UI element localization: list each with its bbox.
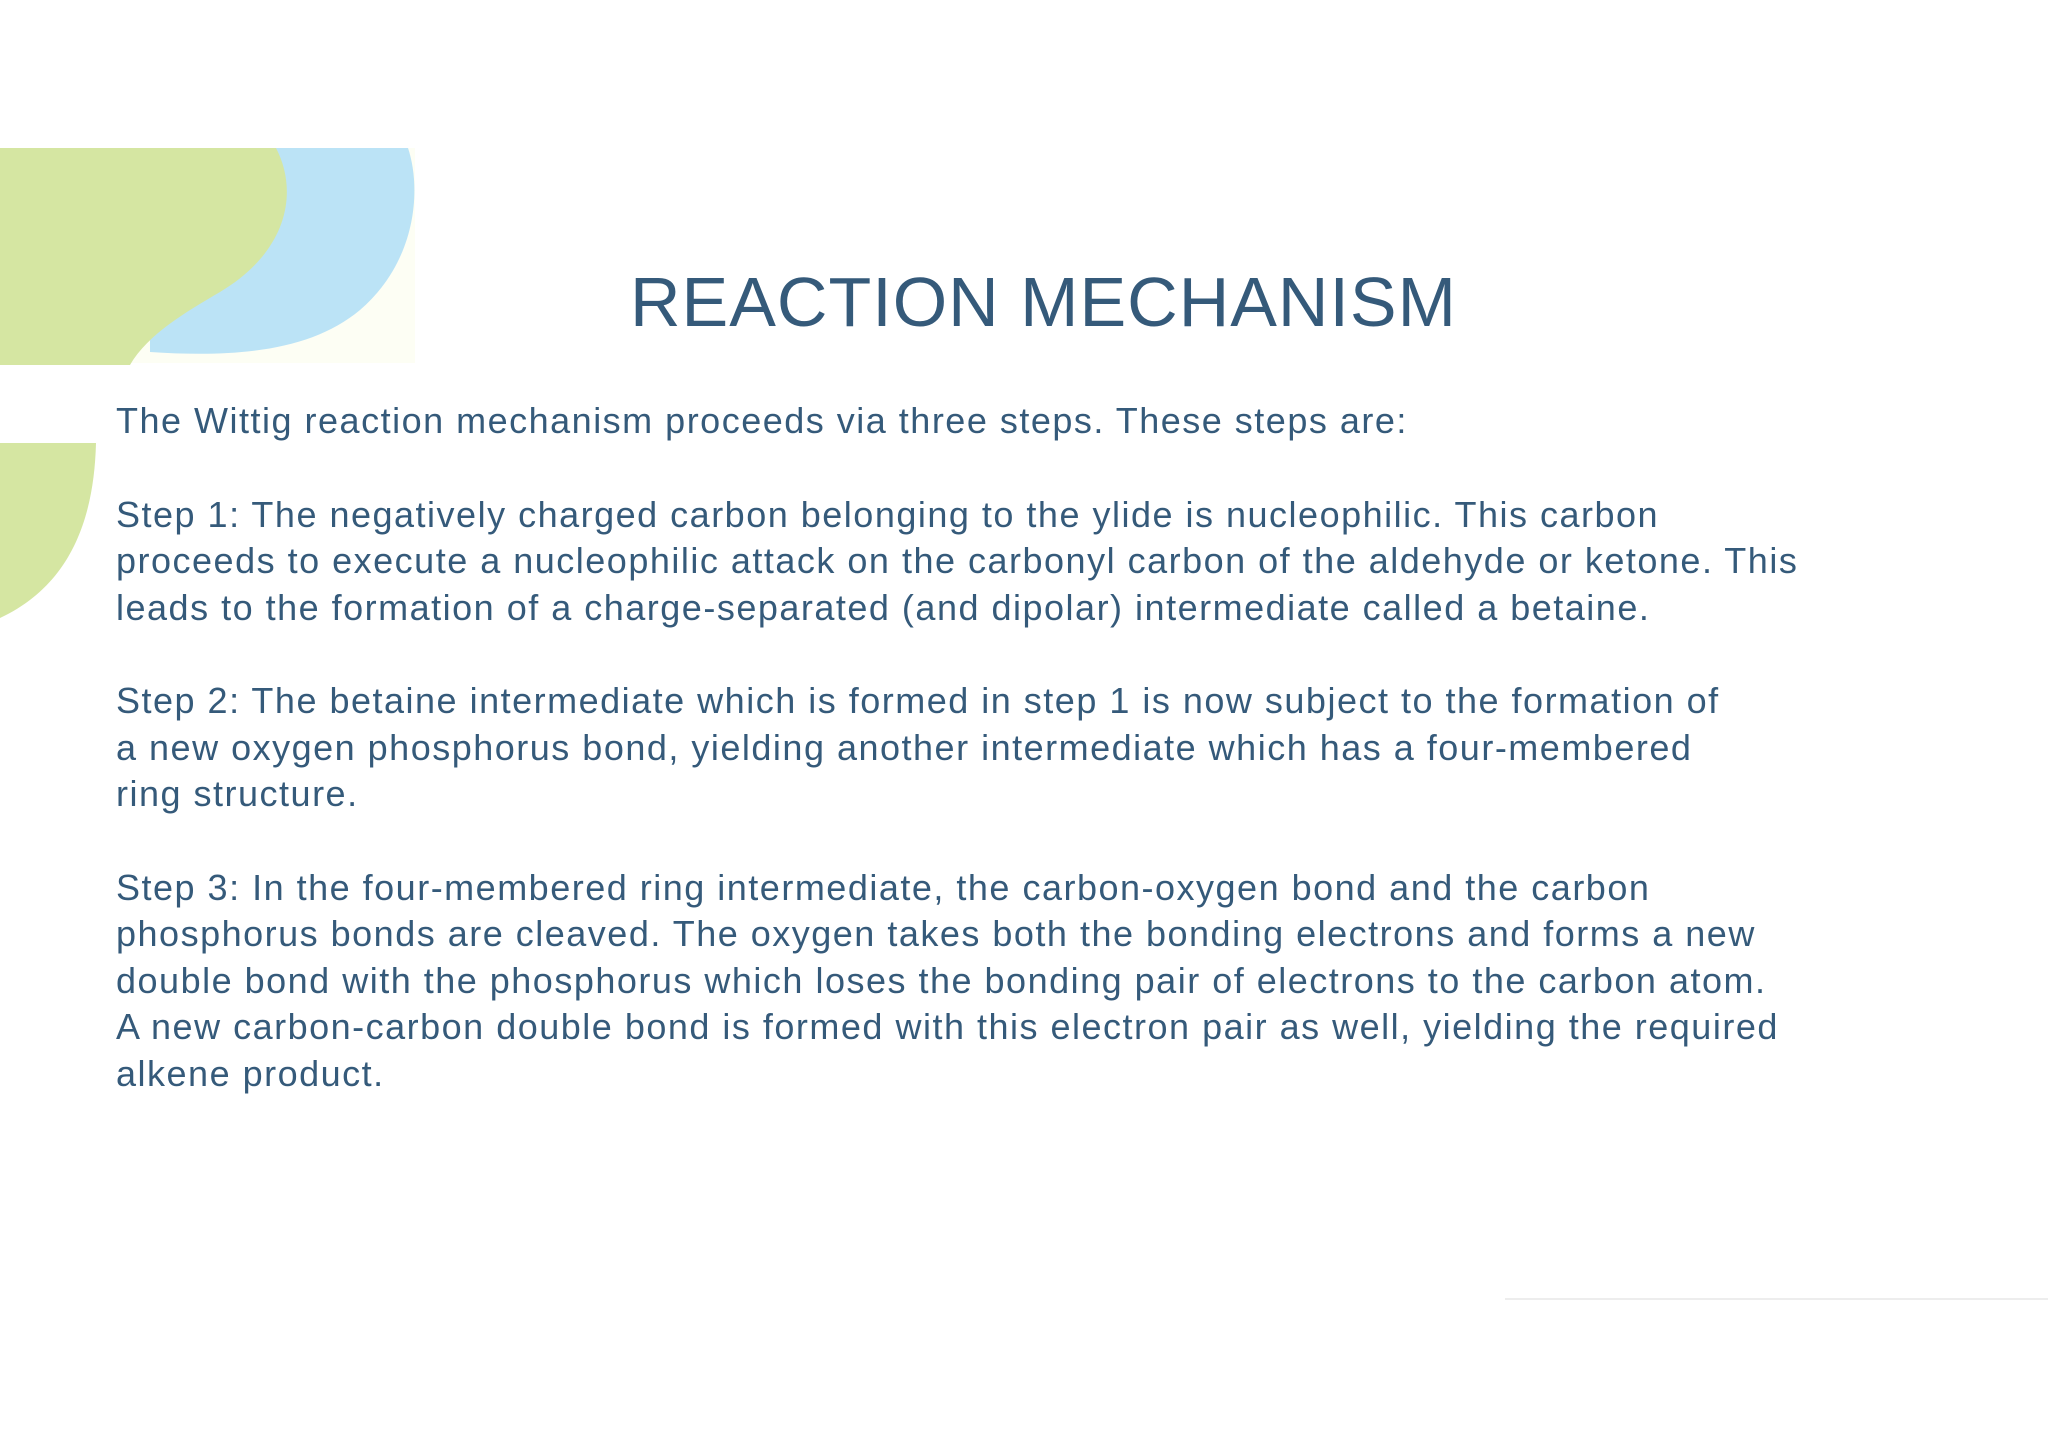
page-title: REACTION MECHANISM (630, 263, 1457, 341)
body-text (116, 398, 1996, 1144)
footer-divider (1505, 1298, 2048, 1300)
green-tab-shape (0, 443, 96, 618)
step-3-paragraph: Step 3: In the four-membered ring intermediate, the carbon-oxygen bond and the carbon phosphorus bonds are cleaved. The oxygen takes both the bonding electrons and forms a new double bond with the phosphorus which loses the bonding pair of electrons to the carbon atom. A new carbon-carbon double bond is formed with this electron pair as well, yielding the required alkene product. (116, 866, 1779, 1094)
step-1-paragraph: Step 1: The negatively charged carbon belonging to the ylide is nucleophilic. This carbon proceeds to execute a nucleophilic attack on the carbonyl carbon of the aldehyde or ketone. This leads to the formation of a charge-separated (and dipolar) intermediate called a betaine. (116, 493, 1799, 628)
step-2-paragraph: Step 2: The betaine intermediate which is formed in step 1 is now subject to the formation of a new oxygen phosphorus bond, yielding another intermediate which has a four-membered ring structure. (116, 680, 1720, 814)
intro-paragraph: The Wittig reaction mechanism proceeds via three steps. These steps are: (116, 400, 1408, 441)
